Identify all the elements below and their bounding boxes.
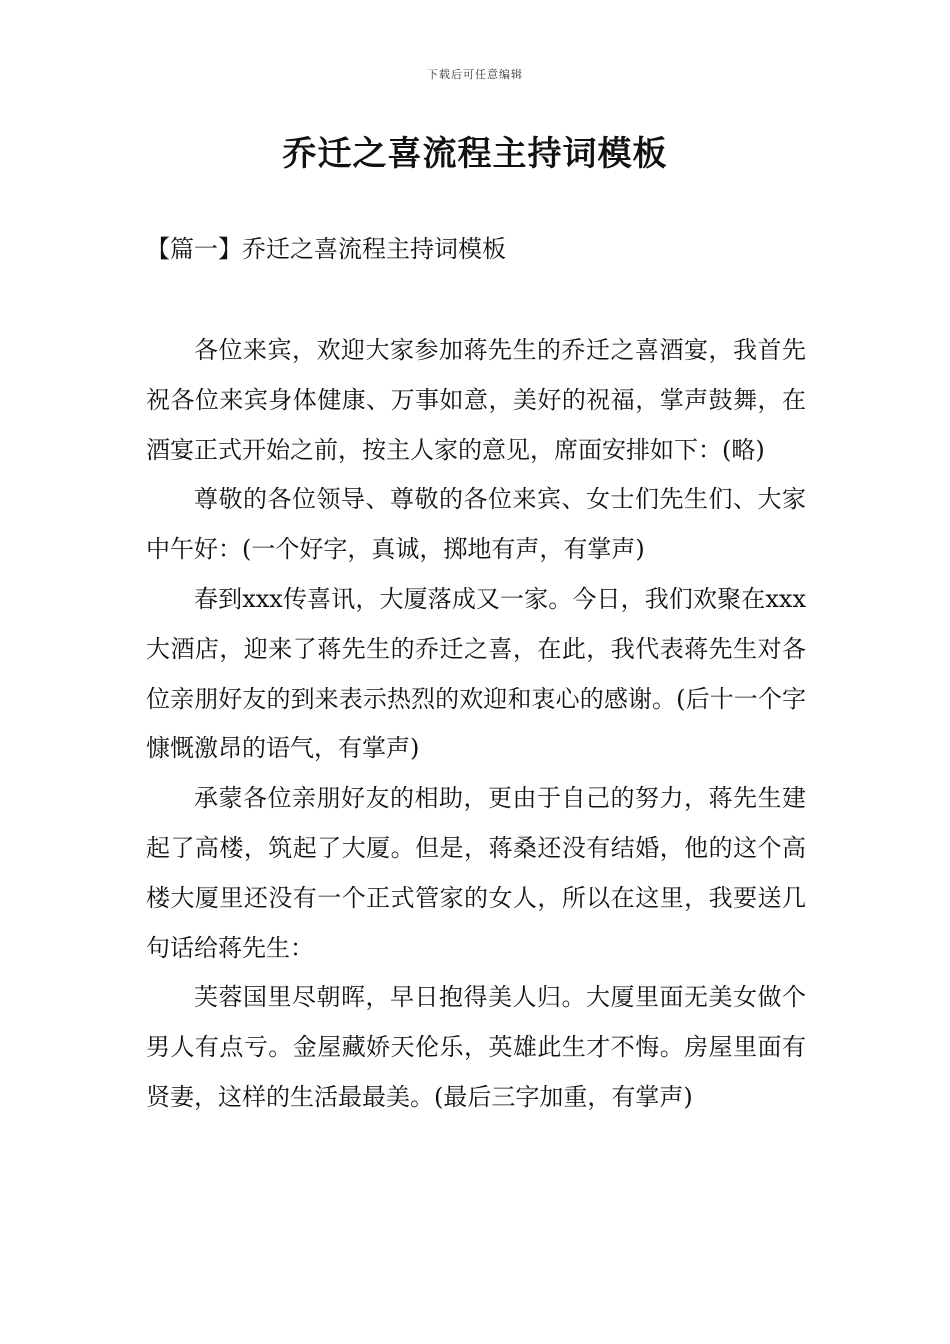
document-title: 乔迁之喜流程主持词模板	[282, 134, 668, 174]
paragraph: 芙蓉国里尽朝晖，早日抱得美人归。大厦里面无美女做个男人有点亏。金屋藏娇天伦乐，英雄此生才不悔。房屋里面有贤妻，这样的生活最最美。(最后三字加重，有掌声)	[146, 983, 806, 1111]
paragraph: 各位来宾，欢迎大家参加蒋先生的乔迁之喜酒宴，我首先祝各位来宾身体健康、万事如意，美好的祝福，掌声鼓舞，在酒宴正式开始之前，按主人家的意见，席面安排如下：(略)	[146, 336, 806, 464]
section-heading: 【篇一】乔迁之喜流程主持词模板	[146, 235, 506, 263]
document-body	[146, 326, 806, 1123]
paragraph: 春到xxx传喜讯，大厦落成又一家。今日，我们欢聚在xxx大酒店，迎来了蒋先生的乔迁之喜，在此，我代表蒋先生对各位亲朋好友的到来表示热烈的欢迎和衷心的感谢。(后十一个字慷慨激昂的语气，有掌声)	[146, 584, 806, 763]
paragraph: 承蒙各位亲朋好友的相助，更由于自己的努力，蒋先生建起了高楼，筑起了大厦。但是，蒋桑还没有结婚，他的这个高楼大厦里还没有一个正式管家的女人，所以在这里，我要送几句话给蒋先生：	[146, 784, 806, 962]
header-note: 下载后可任意编辑	[427, 68, 523, 81]
paragraph: 尊敬的各位领导、尊敬的各位来宾、女士们先生们、大家中午好：(一个好字，真诚，掷地有声，有掌声)	[146, 485, 806, 564]
